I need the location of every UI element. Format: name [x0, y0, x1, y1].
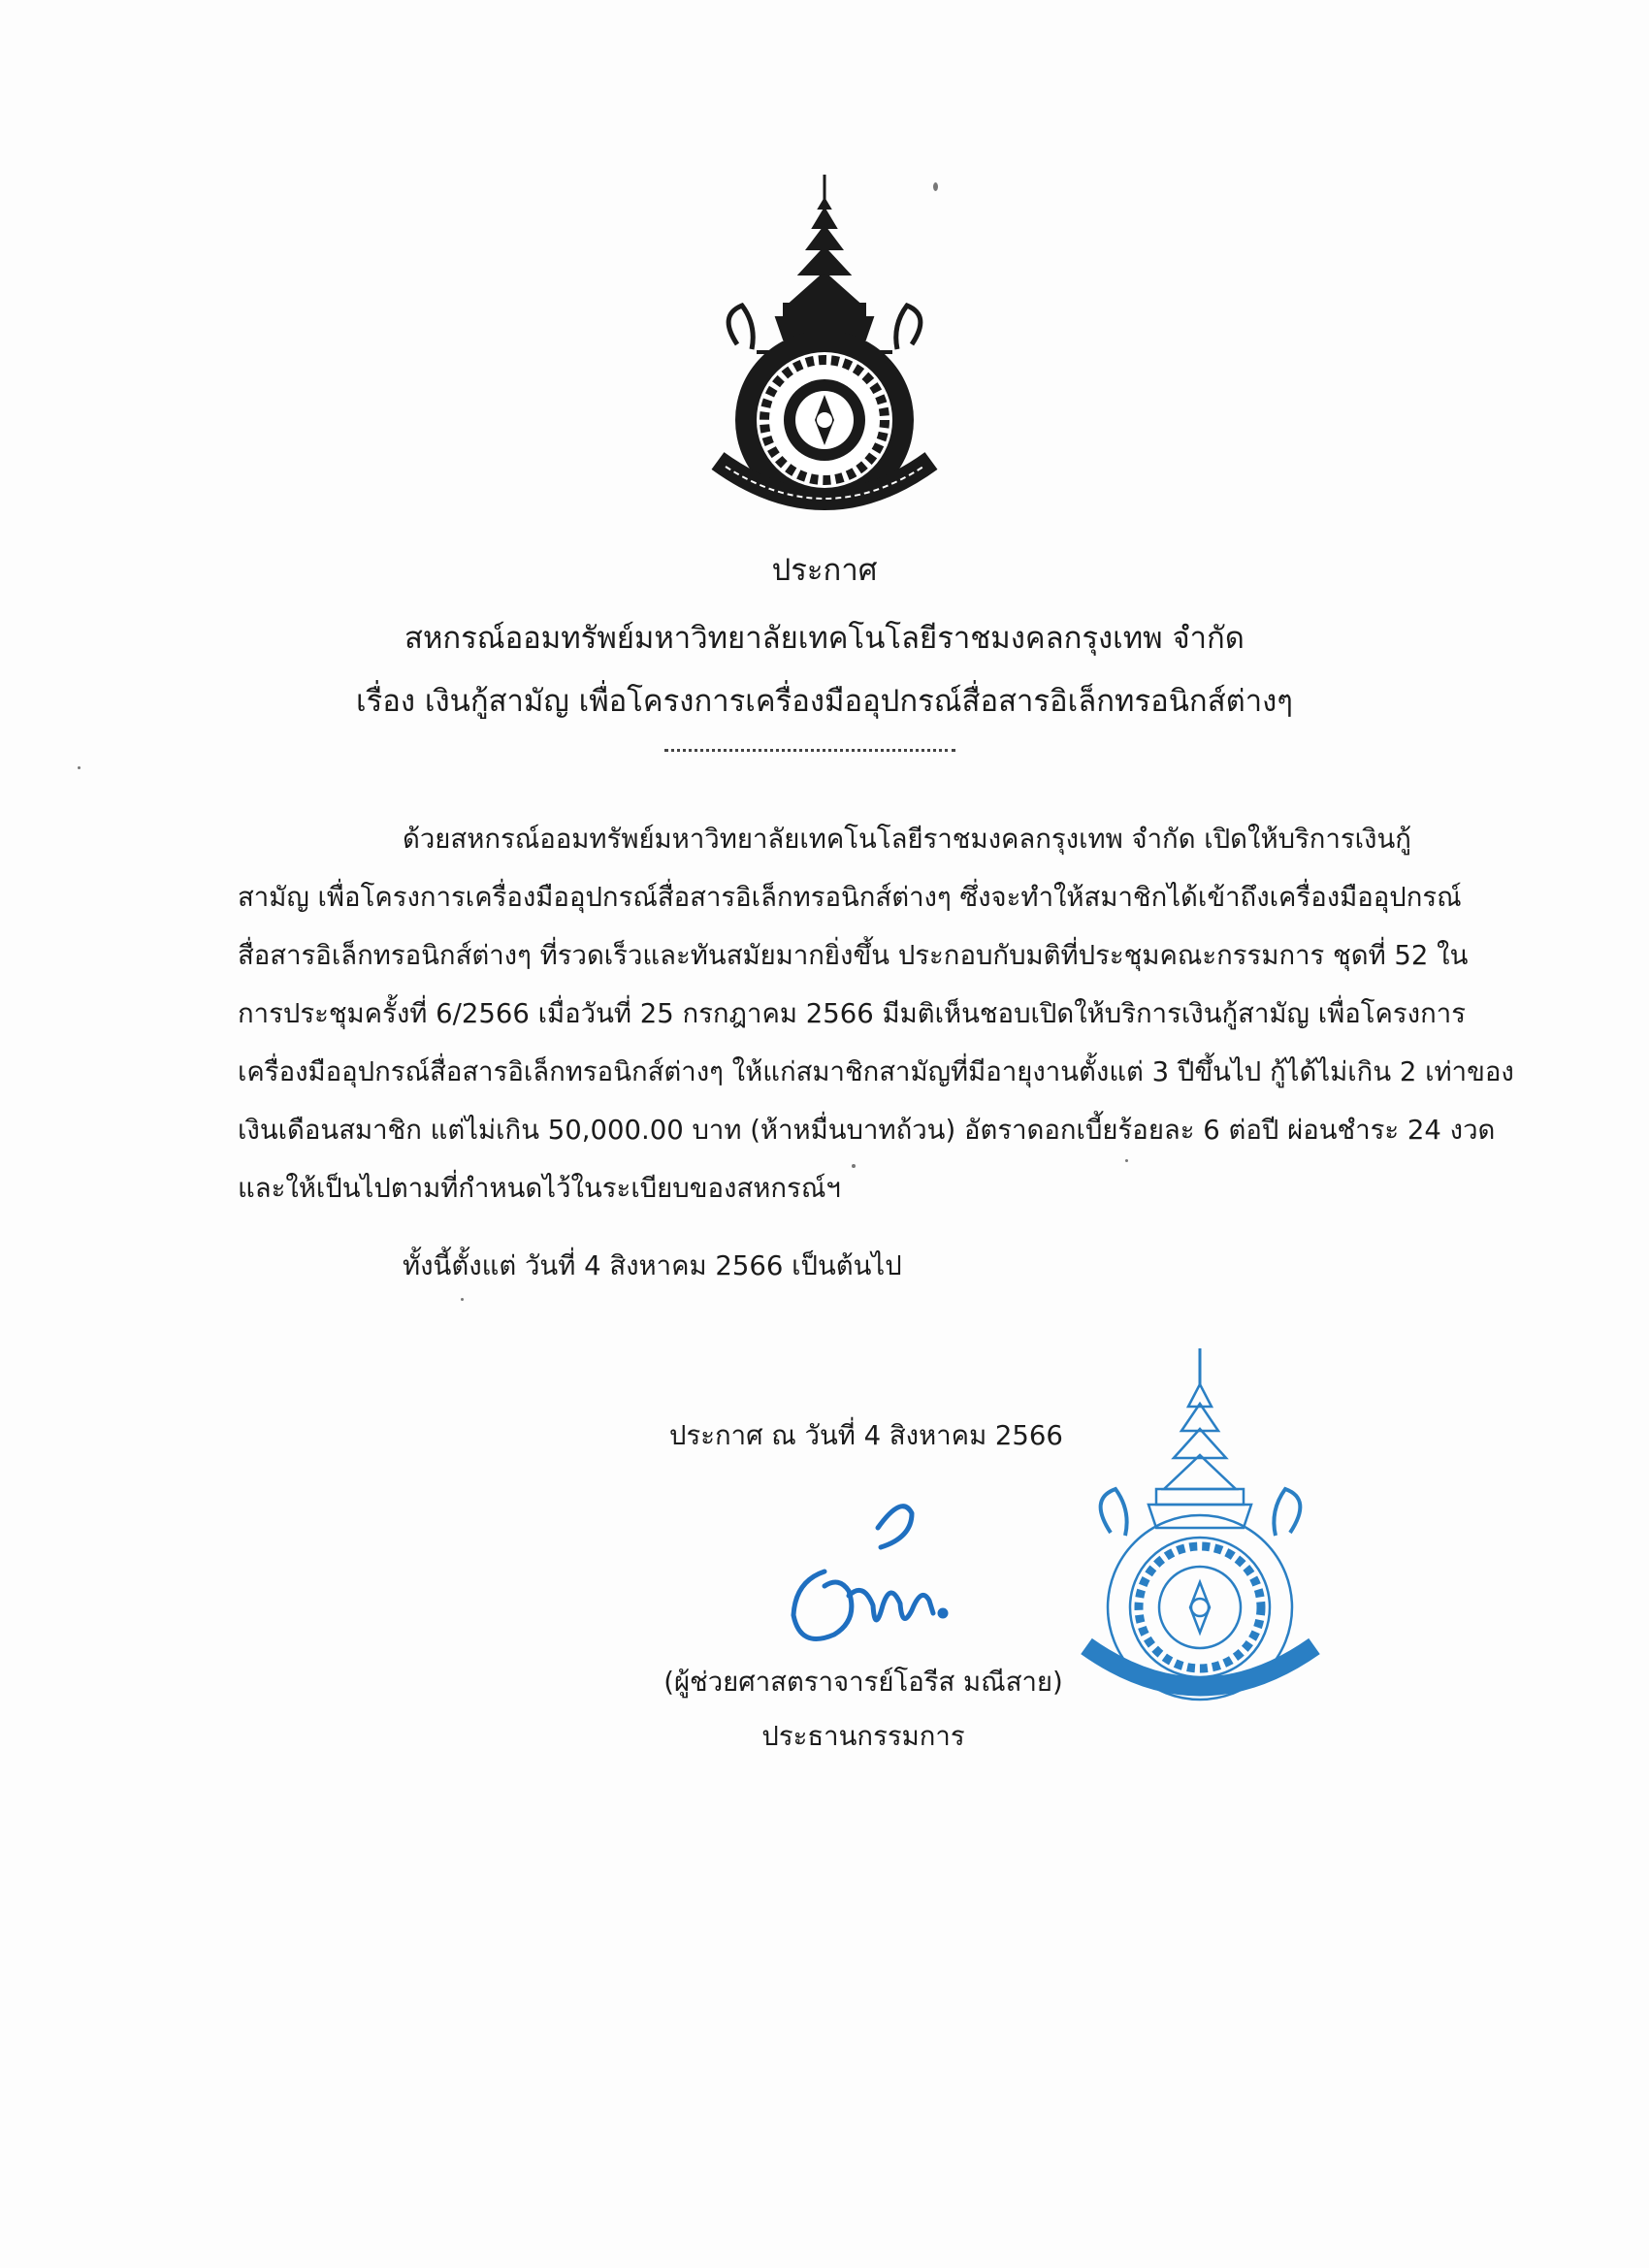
body-line: การประชุมครั้งที่ 6/2566 เมื่อวันที่ 25 กรกฎาคม 2566 มีมติเห็นชอบเปิดให้บริการเงินกู้สามัญ เพื่อโครงการ [238, 998, 1466, 1029]
signer-title: ประธานกรรมการ [761, 1721, 965, 1752]
scan-speck [1125, 1159, 1128, 1162]
announcement-date: ประกาศ ณ วันที่ 4 สิงหาคม 2566 [669, 1420, 1063, 1451]
announcement-heading: ประกาศ [771, 553, 878, 588]
signer-name: (ผู้ช่วยศาสตราจารย์โอรีส มณีสาย) [663, 1667, 1063, 1698]
scan-speck [461, 1298, 464, 1301]
body-line: เครื่องมืออุปกรณ์สื่อสารอิเล็กทรอนิกส์ต่างๆ ให้แก่สมาชิกสามัญที่มีอายุงานตั้งแต่ 3 ปีขึ้นไป กู้ได้ไม่เกิน 2 เท่าของ [238, 1056, 1514, 1087]
scan-speck [933, 182, 938, 191]
separator-line [664, 749, 955, 752]
effective-date: ทั้งนี้ตั้งแต่ วันที่ 4 สิงหาคม 2566 เป็นต้นไป [403, 1250, 902, 1281]
body-line: สามัญ เพื่อโครงการเครื่องมืออุปกรณ์สื่อสารอิเล็กทรอนิกส์ต่างๆ ซึ่งจะทำให้สมาชิกได้เข้าถึงเครื่องมืออุปกรณ์ [238, 882, 1462, 913]
scan-speck [852, 1164, 856, 1168]
body-paragraph [238, 810, 1514, 1217]
body-line: ด้วยสหกรณ์ออมทรัพย์มหาวิทยาลัยเทคโนโลยีราชมงคลกรุงเทพ จำกัด เปิดให้บริการเงินกู้ [403, 824, 1411, 855]
body-line: สื่อสารอิเล็กทรอนิกส์ต่างๆ ที่รวดเร็วและทันสมัยมากยิ่งขึ้น ประกอบกับมติที่ประชุมคณะกรรมการ ชุดที่ 52 ใน [238, 940, 1469, 971]
body-line: เงินเดือนสมาชิก แต่ไม่เกิน 50,000.00 บาท (ห้าหมื่นบาทถ้วน) อัตราดอกเบี้ยร้อยละ 6 ต่อปี ผ่อนชำระ 24 งวด [238, 1115, 1496, 1146]
announcement-subject: เรื่อง เงินกู้สามัญ เพื่อโครงการเครื่องมืออุปกรณ์สื่อสารอิเล็กทรอนิกส์ต่างๆ [356, 684, 1293, 719]
handwritten-signature [766, 1489, 970, 1664]
body-line: และให้เป็นไปตามที่กำหนดไว้ในระเบียบของสหกรณ์ฯ [238, 1173, 841, 1204]
organization-name: สหกรณ์ออมทรัพย์มหาวิทยาลัยเทคโนโลยีราชมงคลกรุงเทพ จำกัด [404, 621, 1245, 656]
cooperative-logo [698, 170, 951, 538]
official-stamp-seal [1067, 1344, 1334, 1722]
scan-speck [78, 766, 81, 769]
